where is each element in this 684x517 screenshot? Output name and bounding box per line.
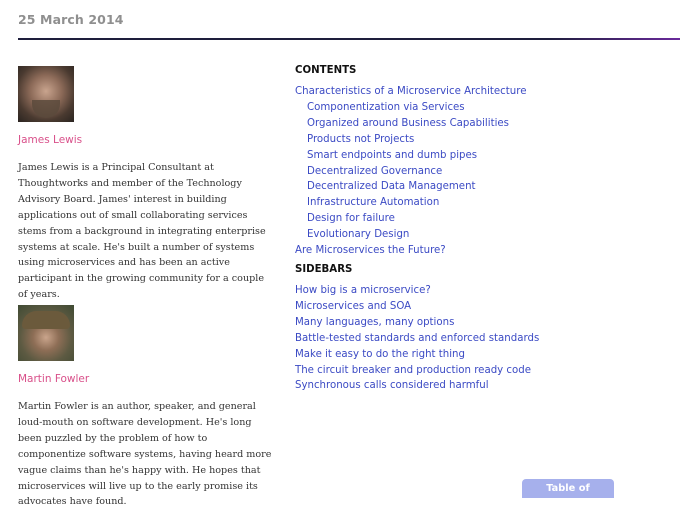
contents-heading: CONTENTS [295,65,357,76]
toc-link[interactable]: Componentization via Services [307,101,465,113]
table-of-contents [295,64,675,394]
table-of-contents-button[interactable]: Table of Contents [522,479,614,498]
publish-date: 25 March 2014 [18,12,124,27]
toc-link[interactable]: Characteristics of a Microservice Architecture [295,86,527,97]
author-name-link[interactable]: James Lewis [18,134,83,146]
photo-detail [32,100,60,118]
author-card-martin-fowler [18,305,274,510]
toc-link[interactable]: Infrastructure Automation [307,197,440,209]
contents-list [295,84,675,259]
toc-link[interactable]: Organized around Business Capabilities [307,117,509,129]
author-card-james-lewis [18,66,274,303]
toc-link[interactable]: Smart endpoints and dumb pipes [307,149,478,161]
sidebar-link[interactable]: Battle-tested standards and enforced standards [295,332,540,344]
toc-link[interactable]: Design for failure [307,213,395,225]
toc-link[interactable]: Are Microservices the Future? [295,245,446,257]
toc-link[interactable]: Evolutionary Design [307,229,410,241]
toc-link[interactable]: Products not Projects [307,133,415,145]
author-name-link[interactable]: Martin Fowler [18,373,90,385]
author-bio: Martin Fowler is an author, speaker, and general loud-mouth on software development. He's long been puzzled by the problem of how to componentize software systems, having heard more vague claims than he's happy with. He hopes that microservices will live up to the early promise its advocates have found. [18,401,272,508]
photo-detail [22,311,70,329]
sidebar-link[interactable]: How big is a microservice? [295,284,431,296]
toc-link[interactable]: Decentralized Governance [307,165,443,177]
sidebar-link[interactable]: Microservices and SOA [295,300,412,312]
toc-link[interactable]: Decentralized Data Management [307,181,476,193]
author-bio: James Lewis is a Principal Consultant at Thoughtworks and member of the Technology Advisory Board. James' interest in building applications out of small collaborating services stems from a background in integrating enterprise systems at scale. He's built a number of systems using microservices and has been an active participant in the growing community for a couple of years. [18,162,266,301]
author-photo-james-lewis[interactable] [18,66,74,122]
sidebar-link[interactable]: Many languages, many options [295,316,455,328]
header-divider [18,38,680,40]
sidebars-list [295,283,675,394]
sidebar-link[interactable]: The circuit breaker and production ready code [295,364,531,376]
sidebar-link[interactable]: Make it easy to do the right thing [295,348,465,360]
sidebar-link[interactable]: Synchronous calls considered harmful [295,380,489,392]
author-photo-martin-fowler[interactable] [18,305,74,361]
sidebars-heading: SIDEBARS [295,263,353,275]
